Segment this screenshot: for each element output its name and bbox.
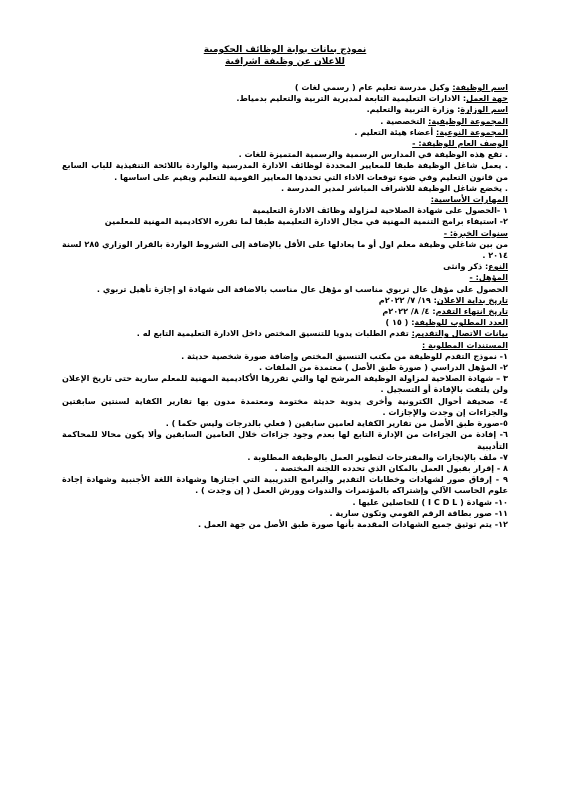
end-date-value: : ٤/ ٨/ ٢٠٢٢م: [382, 306, 436, 317]
document-item: ١١- صور بطاقة الرقم القومي وتكون سارية .: [329, 507, 508, 518]
skills-item: ٢- استيفاء برامج التنمية المهنية في مجال الادارة التعليمية طبقا لما تقرره الاكاديمية المهنية للمعلمين: [104, 216, 508, 227]
general-desc-item: . يعمل شاغل الوظيفة طبقا للمعايير المحددة لوظائف الادارة المدرسية والواردة باللائحة التنفيذية للباب السابع من قانون التعليم وفي ضوء توقعات الاداء التي تحددها المعايير القومية للتعليم ويقيم على اساسها .: [62, 160, 508, 182]
job-group-row: [62, 116, 508, 127]
qualification-heading: [62, 272, 508, 283]
experience-heading: [62, 228, 508, 239]
ministry-value: : وزارة التربية والتعليم.: [366, 104, 461, 115]
contact-row: [62, 328, 508, 339]
experience-label: سنوات الخبرة: -: [443, 227, 508, 238]
documents-heading: [62, 340, 508, 351]
end-date-row: [62, 306, 508, 317]
gender-row: [62, 261, 508, 272]
qualitative-group-value: أعضاء هيئة التعليم .: [354, 126, 436, 137]
end-date-label: تاريخ انتهاء التقدم: [435, 306, 508, 317]
start-date-label: تاريخ بداية الاعلان: [436, 294, 508, 305]
skills-heading: [62, 194, 508, 205]
document-subtitle: للاعلان عن وظيفة اشرافية: [225, 57, 345, 67]
start-date-value: : ١٩/ ٧/ ٢٠٢٢م: [378, 294, 437, 305]
document-item: ٤- صحيفة أحوال الكترونية وأخرى يدوية حديثة مختومة ومعتمدة مدون بها تقارير الكفاية لسنتين سابقتين والجزاءات إن وجدت والإجازات .: [62, 395, 508, 417]
document-item: ٧- ملف بالإنجازات والمقترحات لتطوير العمل بالوظيفة المطلوبة .: [247, 451, 508, 462]
general-desc-item: . تقع هذه الوظيفة في المدارس الرسمية والرسمية المتميزة للغات .: [238, 149, 508, 160]
contact-label: بيانات الاتصال والتقديم:: [411, 328, 508, 339]
documents-label: المستندات المطلوبة :: [422, 339, 508, 350]
job-group-label: المجموعة الوظيفية:: [428, 115, 508, 126]
job-group-value: التخصصية .: [380, 115, 429, 126]
qualitative-group-row: [62, 127, 508, 138]
work-entity-value: : الادارات التعليمية التابعة لمديرية التربية والتعليم بدمياط.: [236, 93, 467, 104]
work-entity-label: جهة العمل: [466, 93, 508, 104]
document-item: ٣ – شهادة الصلاحية لمزاولة الوظيفة المرشح لها والتي تقررها الأكاديمية المهنية للمعلم سارية حتى تاريخ الإعلان ولن يلتفت بالإفادة أو التسجيل .: [62, 373, 508, 395]
qualification-value: الحصول على مؤهل عال تربوي مناسب او مؤهل عال مناسب بالاضافة الى شهادة او إجازة تأهيل تربوي .: [96, 283, 508, 294]
experience-value: من بين شاغلي وظيفة معلم اول أو ما يعادلها على الأقل بالإضافة إلى الشروط الواردة بالقرار الوزاري ٢٨٥ لسنة ٢٠١٤ .: [62, 238, 508, 261]
gender-label: النوع: [488, 261, 508, 272]
general-desc-heading: [62, 138, 508, 149]
start-date-row: [62, 295, 508, 306]
job-name-label: اسم الوظيفة:: [452, 82, 508, 92]
gender-value: : ذكر وانثى: [443, 261, 489, 272]
general-desc-label: الوصف العام للوظيفة: -: [412, 138, 508, 149]
job-name-row: [62, 82, 508, 93]
contact-value: تقدم الطلبات يدويا للتنسيق المختص داخل الادارة التعليمية التابع له .: [136, 328, 412, 339]
document-item: ٢- المؤهل الدراسي ( صورة طبق الأصل ) معتمدة من الملفات .: [258, 362, 508, 373]
document-item: ٨ - إقرار بقبول العمل بالمكان الذي تحدده اللجنة المختصة .: [274, 462, 508, 473]
document-item: ٩ - إرفاق صور لشهادات وخطابات التقدير والبرامج التدريبية التي اجتازها وشهادة اللغة الأجنبية وشهادة إجادة علوم الحاسب الآلي وإشتراكه بالمؤتمرات والندوات وورش العمل ( إن وجدت ) .: [62, 474, 508, 496]
document-item: ٥-صورة طبق الأصل من تقارير الكفاية لعامين سابقين ( فعلي بالدرجات وليس حكما ) .: [165, 418, 508, 429]
qualification-label: المؤهل: -: [469, 272, 508, 283]
job-name-value: وكيل مدرسة تعليم عام ( رسمي لغات ): [294, 82, 453, 92]
document-title: نموذج بيانات بوابة الوظائف الحكومية: [203, 45, 367, 55]
ministry-row: [62, 104, 508, 115]
count-row: [62, 317, 508, 328]
document-item: ١٢- يتم توثيق جميع الشهادات المقدمة بأنها صورة طبق الأصل من جهة العمل .: [198, 518, 508, 529]
title-spacer: [62, 68, 508, 82]
qualitative-group-label: المجموعة النوعية:: [436, 126, 508, 137]
skills-label: المهارات الأساسية:: [430, 194, 508, 205]
general-desc-item: . يخضع شاغل الوظيفة للاشراف المباشر لمدير المدرسة .: [281, 182, 508, 193]
work-entity-row: [62, 93, 508, 104]
document-item: ٦- إفادة من الجزاءات من الإدارة التابع لها بعدم وجود جزاءات خلال العامين السابقين وألا يكون محالا للمحاكمة التأديبية: [62, 429, 508, 451]
document-item: ١- نموذج التقدم للوظيفة من مكتب التنسيق المختص وإضافة صورة شخصية حديثة .: [181, 350, 508, 361]
skills-item: ١ -الحصول على شهادة الصلاحية لمزاولة وظائف الادارة التعليمية: [252, 205, 508, 216]
ministry-label: اسم الوزارة: [460, 104, 508, 115]
document-item: ١٠- شهادة ( I C D L ) للحاصلين عليها .: [352, 496, 508, 507]
count-label: العدد المطلوب للوظيفة: [414, 317, 508, 328]
count-value: : ( ١٥ ): [385, 317, 415, 328]
